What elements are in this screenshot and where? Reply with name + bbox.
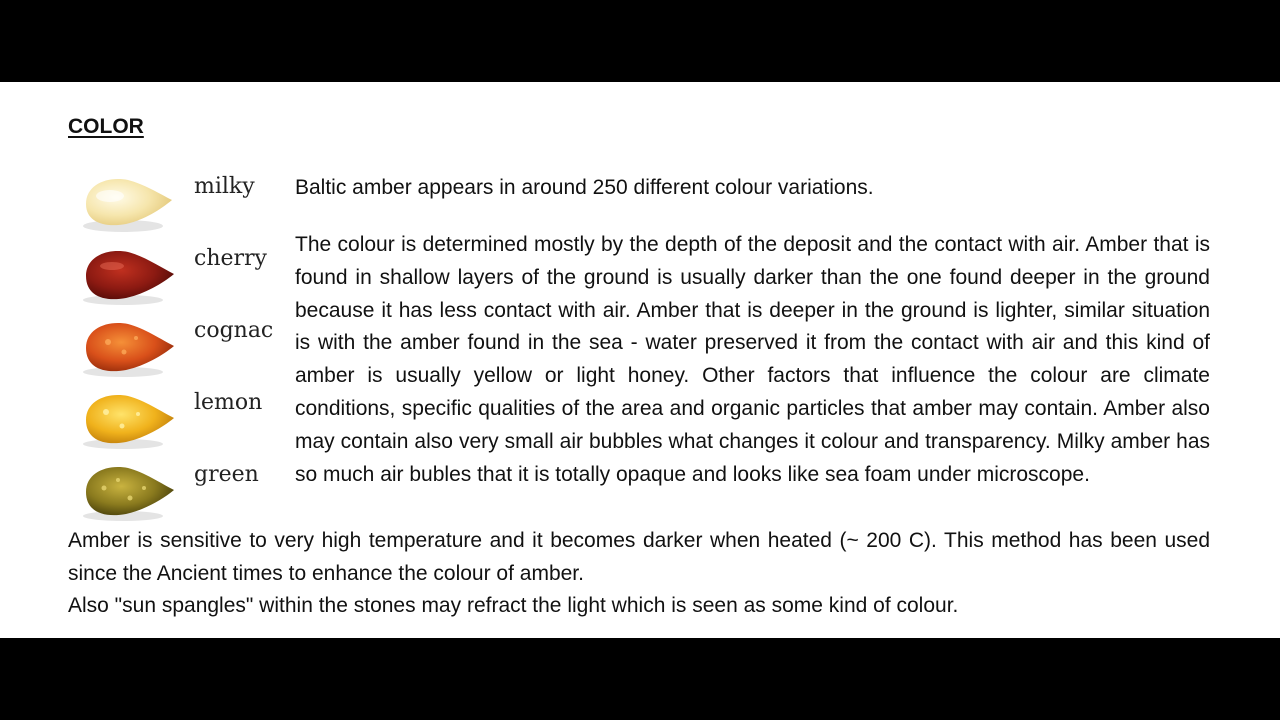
swatch-label: green	[194, 462, 259, 487]
swatch-label: milky	[194, 174, 255, 199]
green-amber-icon	[78, 458, 178, 524]
swatch-label: cherry	[194, 246, 267, 271]
swatch-cherry	[72, 240, 277, 312]
cognac-amber-icon	[78, 314, 178, 380]
intro-paragraph: Baltic amber appears in around 250 different colour variations.	[295, 176, 874, 199]
swatch-green	[72, 456, 277, 528]
swatch-lemon	[72, 384, 277, 456]
document-page	[0, 82, 1280, 638]
lemon-amber-icon	[78, 386, 178, 452]
section-heading: COLOR	[68, 115, 144, 138]
swatch-milky	[72, 168, 277, 240]
swatch-cognac	[72, 312, 277, 384]
amber-color-swatches	[72, 168, 277, 503]
swatch-label: lemon	[194, 390, 263, 415]
spangles-paragraph: Also "sun spangles" within the stones may refract the light which is seen as some kind of colour.	[68, 594, 959, 617]
milky-amber-icon	[78, 170, 178, 236]
cherry-amber-icon	[78, 242, 178, 308]
body-paragraph: The colour is determined mostly by the depth of the deposit and the contact with air. Amber that is found in shallow layers of the ground is usually darker than the one found deeper in the ground because it has less contact with air. Amber that is deeper in the ground is lighter, similar situation is with the amber found in the sea - water preserved it from the contact with air and this kind of amber is usually yellow or light honey. Other factors that influence the colour are climate conditions, specific qualities of the area and organic particles that amber may contain. Amber also may contain also very small air bubbles what changes it colour and transparency. Milky amber has so much air bubles that it is totally opaque and looks like sea foam under microscope.	[295, 233, 1210, 486]
heat-paragraph: Amber is sensitive to very high temperature and it becomes darker when heated (~ 200 C). This method has been used since the Ancient times to enhance the colour of amber.	[68, 529, 1210, 585]
swatch-label: cognac	[194, 318, 274, 343]
